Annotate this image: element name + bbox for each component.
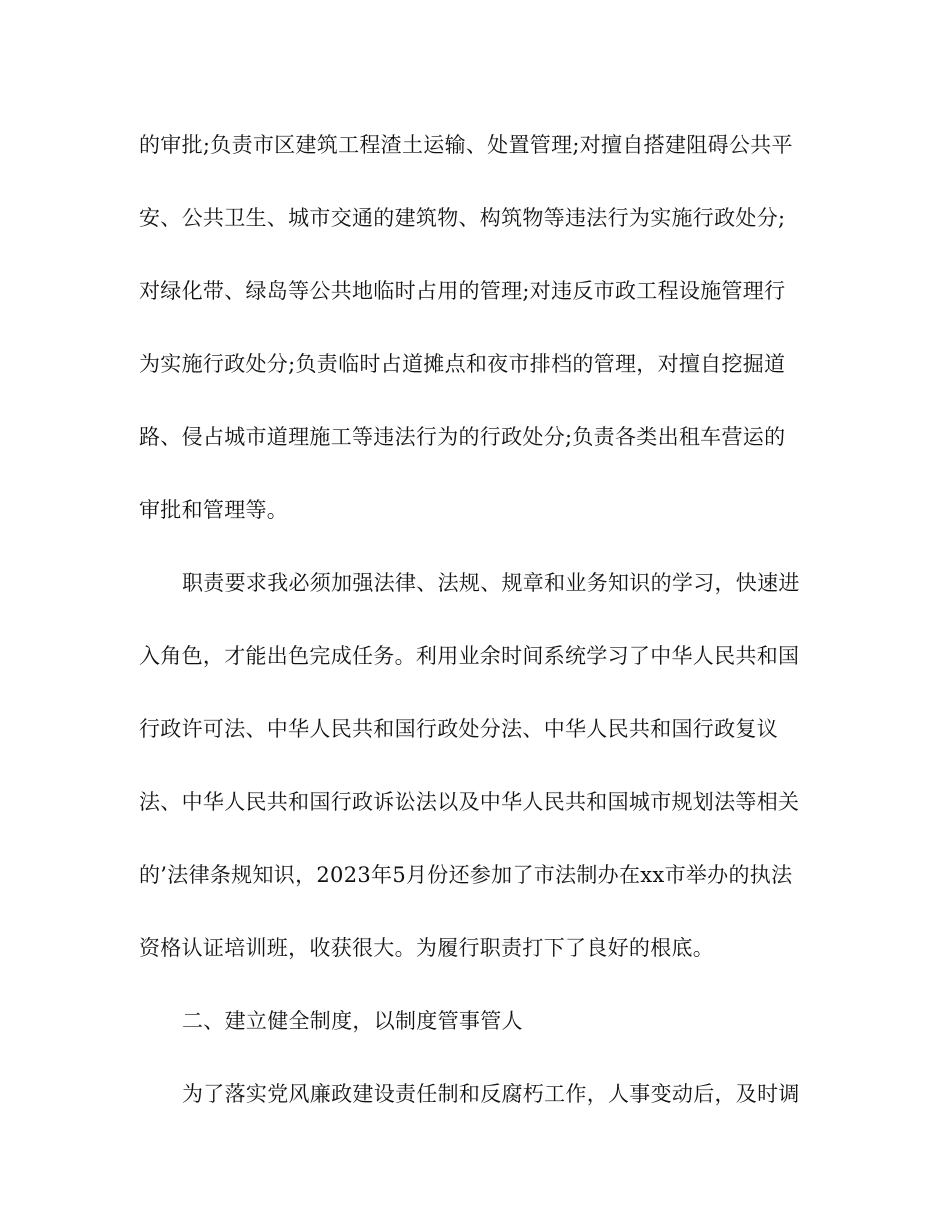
text-line: 安、公共卫生、城市交通的建筑物、构筑物等违法行为实施行政处分;	[139, 206, 786, 230]
paragraph-first-line: 为了落实党风廉政建设责任制和反腐朽工作，人事变动后，及时调	[182, 1082, 800, 1106]
section-heading: 二、建立健全制度，以制度管事管人	[182, 1009, 523, 1033]
text-line: 法、中华人民共和国行政诉讼法以及中华人民共和国城市规划法等相关	[139, 790, 800, 814]
text-line: 的审批;负责市区建筑工程渣土运输、处置管理;对擅自搭建阻碍公共平	[139, 133, 793, 157]
paragraph-first-line: 职责要求我必须加强法律、法规、规章和业务知识的学习，快速进	[182, 571, 800, 595]
text-line: 的’法律条规知识，2023年5月份还参加了市法制办在xx市举办的执法	[139, 863, 793, 887]
text-line: 入角色，才能出色完成任务。利用业余时间系统学习了中华人民共和国	[139, 644, 800, 668]
text-line: 审批和管理等。	[139, 498, 289, 522]
text-line: 行政许可法、中华人民共和国行政处分法、中华人民共和国行政复议	[139, 717, 778, 741]
text-line: 为实施行政处分;负责临时占道摊点和夜市排档的管理，对擅自挖掘道	[139, 352, 786, 376]
text-line: 对绿化带、绿岛等公共地临时占用的管理;对违反市政工程设施管理行	[139, 279, 786, 303]
text-line: 资格认证培训班，收获很大。为履行职责打下了良好的根底。	[139, 936, 715, 960]
text-line: 路、侵占城市道理施工等违法行为的行政处分;负责各类出租车营运的	[139, 425, 786, 449]
